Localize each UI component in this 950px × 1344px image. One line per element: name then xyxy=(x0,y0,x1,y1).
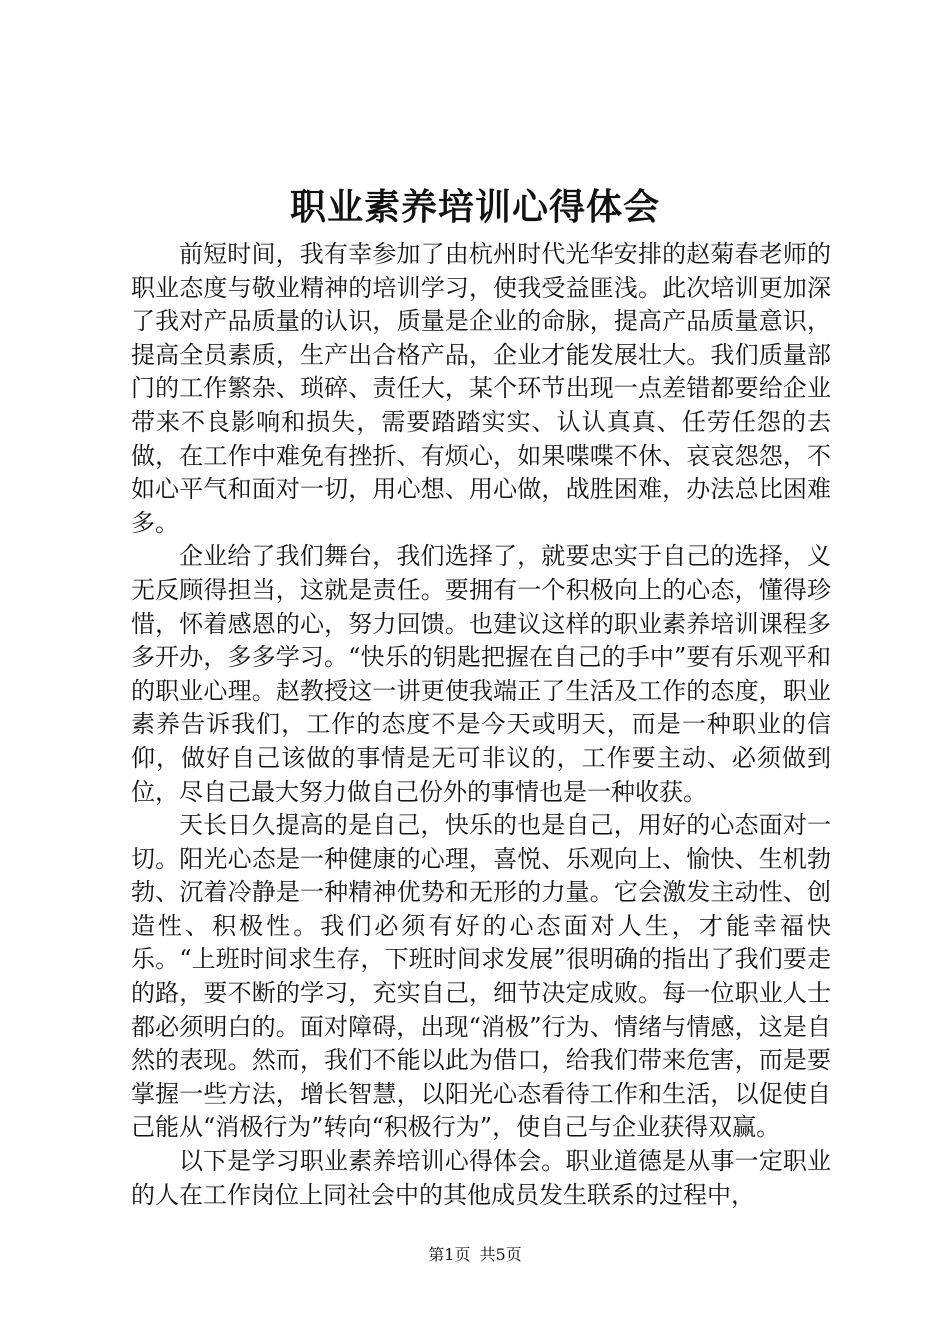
paragraph-4: 以下是学习职业素养培训心得体会。职业道德是从事一定职业的人在工作岗位上同社会中的其他成员发生联系的过程中， xyxy=(131,1147,831,1209)
page-total: 共5页 xyxy=(479,1245,522,1264)
paragraph-3: 天长日久提高的是自己，快乐的也是自己，用好的心态面对一切。阳光心态是一种健康的心理，喜悦、乐观向上、愉快、生机勃勃、沉着冷静是一种精神优势和无形的力量。它会激发主动性、创造性、积极性。我们必须有好的心态面对人生，才能幸福快乐。“上班时间求生存，下班时间求发展”很明确的指出了我们要走的路，要不断的学习，充实自己，细节决定成败。每一位职业人士都必须明白的。面对障碍，出现“消极”行为、情绪与情感，这是自然的表现。然而，我们不能以此为借口，给我们带来危害，而是要掌握一些方法，增长智慧，以阳光心态看待工作和生活，以促使自己能从“消极行为”转向“积极行为”，使自己与企业获得双赢。 xyxy=(131,811,831,1142)
document-title: 职业素养培训心得体会 xyxy=(289,187,660,228)
document-body xyxy=(131,238,831,1212)
paragraph-2: 企业给了我们舞台，我们选择了，就要忠实于自己的选择，义无反顾得担当，这就是责任。要拥有一个积极向上的心态，懂得珍惜，怀着感恩的心，努力回馈。也建议这样的职业素养培训课程多多开办，多多学习。“快乐的钥匙把握在自己的手中”要有乐观平和的职业心理。赵教授这一讲更使我端正了生活及工作的态度，职业素养告诉我们，工作的态度不是今天或明天，而是一种职业的信仰，做好自己该做的事情是无可非议的，工作要主动、必须做到位，尽自己最大努力做自己份外的事情也是一种收获。 xyxy=(131,542,831,806)
page-footer xyxy=(0,1245,950,1265)
page-number: 第1页 xyxy=(428,1245,471,1264)
paragraph-1: 前短时间，我有幸参加了由杭州时代光华安排的赵菊春老师的职业态度与敬业精神的培训学习，使我受益匪浅。此次培训更加深了我对产品质量的认识，质量是企业的命脉，提高产品质量意识，提高全员素质，生产出合格产品，企业才能发展壮大。我们质量部门的工作繁杂、琐碎、责任大，某个环节出现一点差错都要给企业带来不良影响和损失，需要踏踏实实、认认真真、任劳任怨的去做，在工作中难免有挫折、有烦心，如果喋喋不休、哀哀怨怨，不如心平气和面对一切，用心想、用心做，战胜困难，办法总比困难多。 xyxy=(131,240,831,537)
